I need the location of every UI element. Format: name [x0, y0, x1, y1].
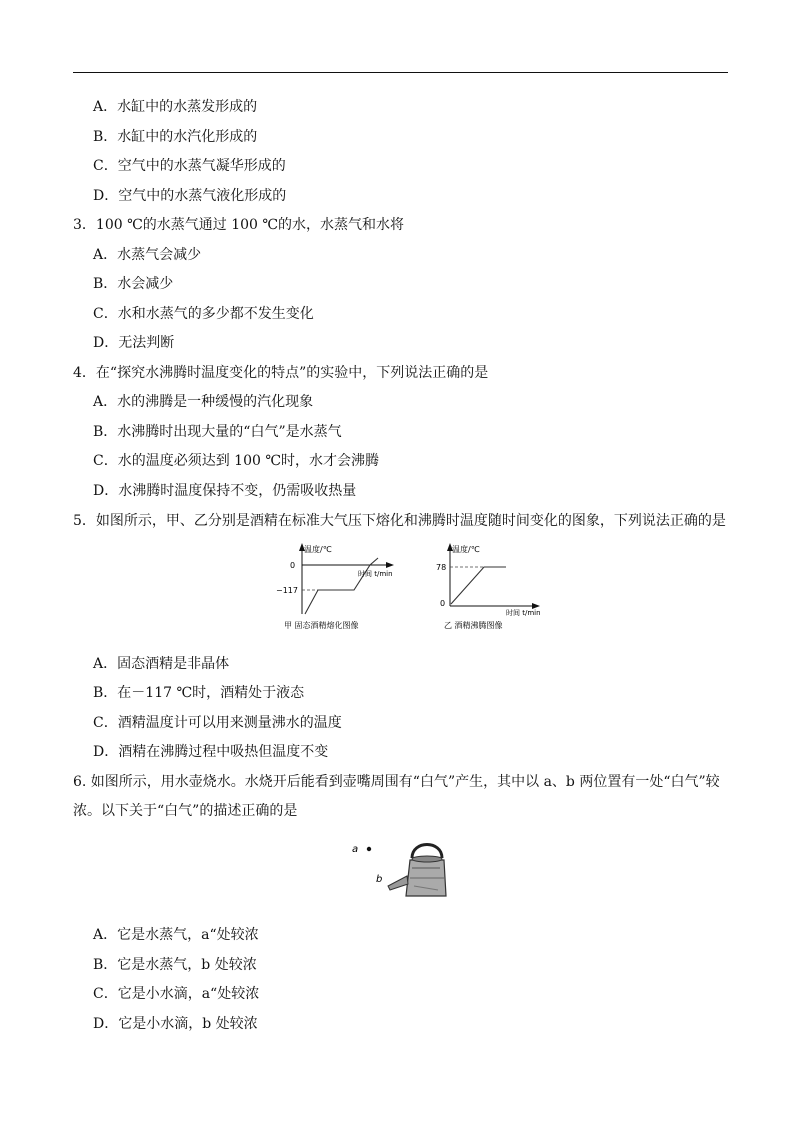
label-a: a — [352, 844, 359, 855]
q3-option-b: B．水会减少 — [93, 276, 174, 292]
header-rule — [73, 72, 728, 73]
boiling-tick-78: 78 — [436, 563, 447, 572]
melting-ylabel: 温度/℃ — [304, 545, 332, 554]
q3-option-c: C．水和水蒸气的多少都不发生变化 — [93, 306, 314, 322]
label-b: b — [376, 874, 383, 885]
q2-option-d: D．空气中的水蒸气液化形成的 — [93, 188, 287, 204]
q6-option-d: D．它是小水滴，b 处较浓 — [93, 1016, 258, 1032]
q4-option-a: A．水的沸腾是一种缓慢的汽化现象 — [93, 394, 314, 410]
melting-caption: 甲 固态酒精熔化图像 — [284, 621, 359, 630]
boiling-graph — [436, 543, 541, 630]
boiling-xlabel: 时间 t/min — [506, 609, 541, 617]
q5-stem: 5．如图所示，甲、乙分别是酒精在标准大气压下熔化和沸腾时温度随时间变化的图象，下列说法正确的是 — [73, 513, 726, 529]
q5-option-d: D．酒精在沸腾过程中吸热但温度不变 — [93, 744, 329, 760]
melting-x-arrow — [386, 562, 394, 568]
q3-option-a: A．水蒸气会减少 — [93, 247, 202, 263]
q5-option-c: C．酒精温度计可以用来测量沸水的温度 — [93, 715, 342, 731]
q4-option-c: C．水的温度必须达到 100 ℃时，水才会沸腾 — [93, 453, 379, 469]
q6-stem-line1: 6. 如图所示，用水壶烧水。水烧开后能看到壶嘴周围有“白气”产生，其中以 a、b 两位置有一处“白气”较 — [73, 774, 720, 790]
q6-option-b: B．它是水蒸气，b 处较浓 — [93, 957, 257, 973]
q5-option-b: B．在－117 ℃时，酒精处于液态 — [93, 685, 305, 701]
q4-option-b: B．水沸腾时出现大量的“白气”是水蒸气 — [93, 424, 342, 440]
q5-figure — [270, 540, 560, 636]
boiling-curve — [451, 567, 506, 604]
q6-kettle-figure — [350, 830, 450, 902]
melting-tick-0: 0 — [290, 561, 296, 570]
melting-curve — [305, 558, 378, 614]
melting-graph — [276, 543, 394, 630]
melting-tick-117: −117 — [276, 586, 298, 595]
q5-option-a: A．固态酒精是非晶体 — [93, 656, 230, 672]
q6-option-a: A．它是水蒸气，a“处较浓 — [93, 927, 259, 943]
q2-option-b: B．水缸中的水汽化形成的 — [93, 129, 258, 145]
q2-option-c: C．空气中的水蒸气凝华形成的 — [93, 158, 286, 174]
q3-stem: 3．100 ℃的水蒸气通过 100 ℃的水，水蒸气和水将 — [73, 217, 405, 233]
q4-option-d: D．水沸腾时温度保持不变，仍需吸收热量 — [93, 483, 357, 499]
point-a — [367, 847, 371, 851]
boiling-tick-0: 0 — [440, 599, 446, 608]
q3-option-d: D．无法判断 — [93, 335, 175, 351]
melting-xlabel: 时间 t/min — [358, 570, 393, 578]
q6-stem-line2: 浓。以下关于“白气”的描述正确的是 — [73, 803, 298, 819]
q6-option-c: C．它是小水滴，a“处较浓 — [93, 986, 260, 1002]
kettle-icon — [388, 845, 446, 897]
boiling-caption: 乙 酒精沸腾图像 — [444, 621, 503, 630]
boiling-ylabel: 温度/℃ — [452, 545, 480, 554]
q2-option-a: A．水缸中的水蒸发形成的 — [93, 99, 258, 115]
q4-stem: 4．在“探究水沸腾时温度变化的特点”的实验中，下列说法正确的是 — [73, 365, 489, 381]
